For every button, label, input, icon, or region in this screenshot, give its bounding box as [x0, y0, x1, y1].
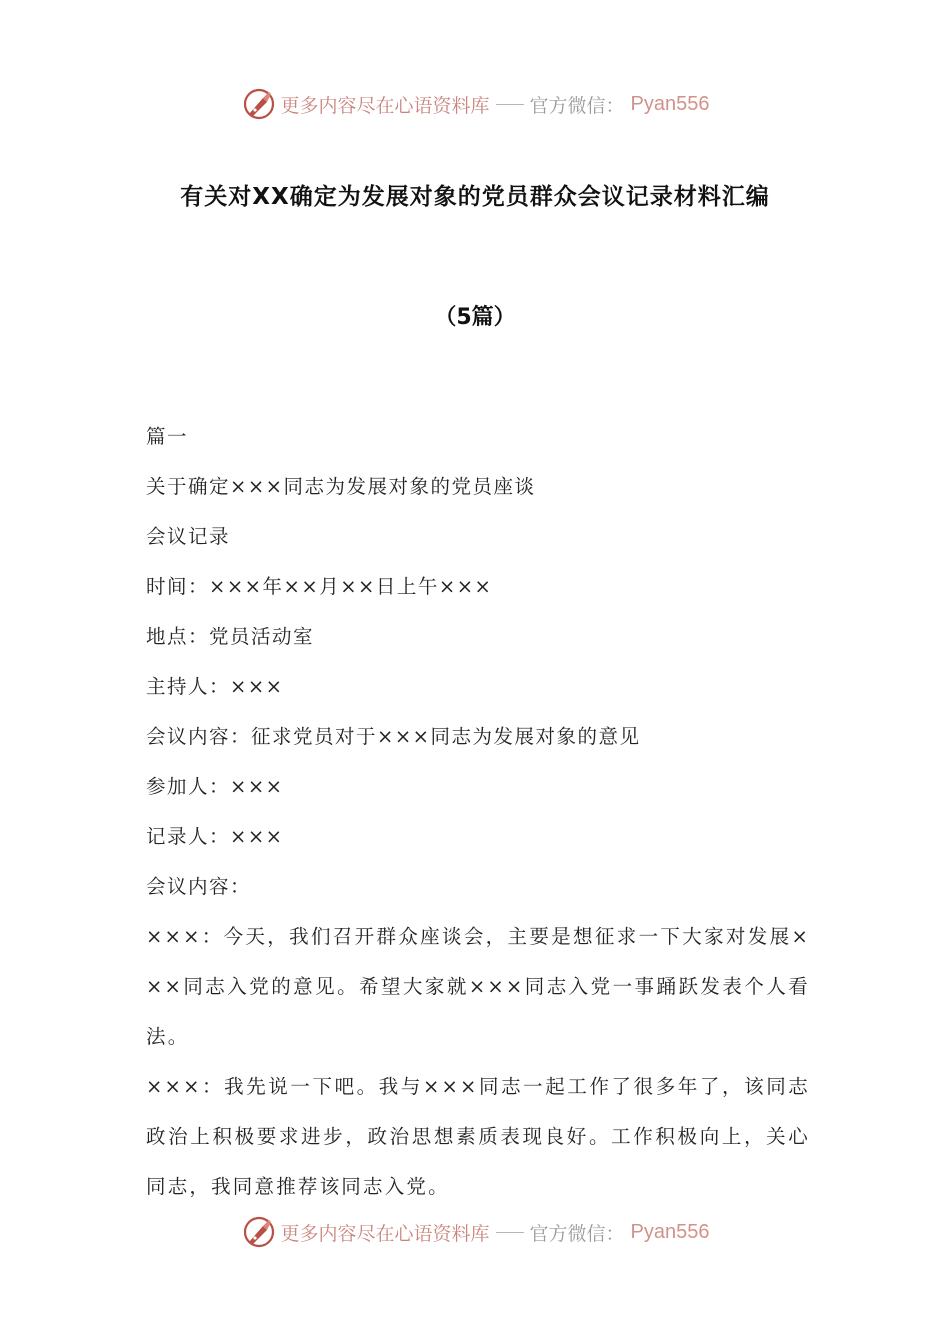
record-title-line-1: 关于确定×××同志为发展对象的党员座谈	[146, 475, 536, 498]
watermark-wechat-id: Pyan556	[630, 1220, 710, 1243]
watermark-brand-text: 更多内容尽在心语资料库	[280, 1222, 490, 1245]
header-watermark	[0, 82, 950, 126]
meeting-recorder: 记录人：×××	[146, 825, 284, 848]
paragraph: ×××：今天，我们召开群众座谈会，主要是想征求一下大家对发展×××同志入党的意见。希望大家就×××同志入党一事踊跃发表个人看法。	[146, 925, 810, 1048]
meeting-location: 地点：党员活动室	[146, 625, 315, 648]
meeting-attendees: 参加人：×××	[146, 775, 284, 798]
watermark-divider	[496, 1232, 524, 1233]
watermark-official-label: 官方微信：	[529, 1222, 625, 1245]
section-heading: 篇一	[146, 425, 189, 448]
footer-watermark	[0, 1210, 950, 1254]
watermark-divider	[496, 104, 524, 105]
meeting-host: 主持人：×××	[146, 675, 284, 698]
meeting-time: 时间：×××年××月××日上午×××	[146, 575, 493, 598]
meeting-topic: 会议内容：征求党员对于×××同志为发展对象的意见	[146, 725, 641, 748]
paragraph: ×××：我先说一下吧。我与×××同志一起工作了很多年了，该同志政治上积极要求进步，政治思想素质表现良好。工作积极向上，关心同志，我同意推荐该同志入党。	[146, 1075, 810, 1198]
watermark-brand-text: 更多内容尽在心语资料库	[280, 94, 490, 117]
document-title: 有关对XX确定为发展对象的党员群众会议记录材料汇编	[180, 184, 770, 210]
record-title-line-2: 会议记录	[146, 525, 231, 548]
pen-nib-logo-icon	[241, 1214, 277, 1250]
document-body	[146, 412, 810, 1212]
pen-nib-logo-icon	[241, 86, 277, 122]
watermark-wechat-id: Pyan556	[630, 92, 710, 115]
watermark-official-label: 官方微信：	[529, 94, 625, 117]
meeting-content-label: 会议内容：	[146, 875, 252, 898]
document-subtitle: （5篇）	[434, 305, 516, 330]
